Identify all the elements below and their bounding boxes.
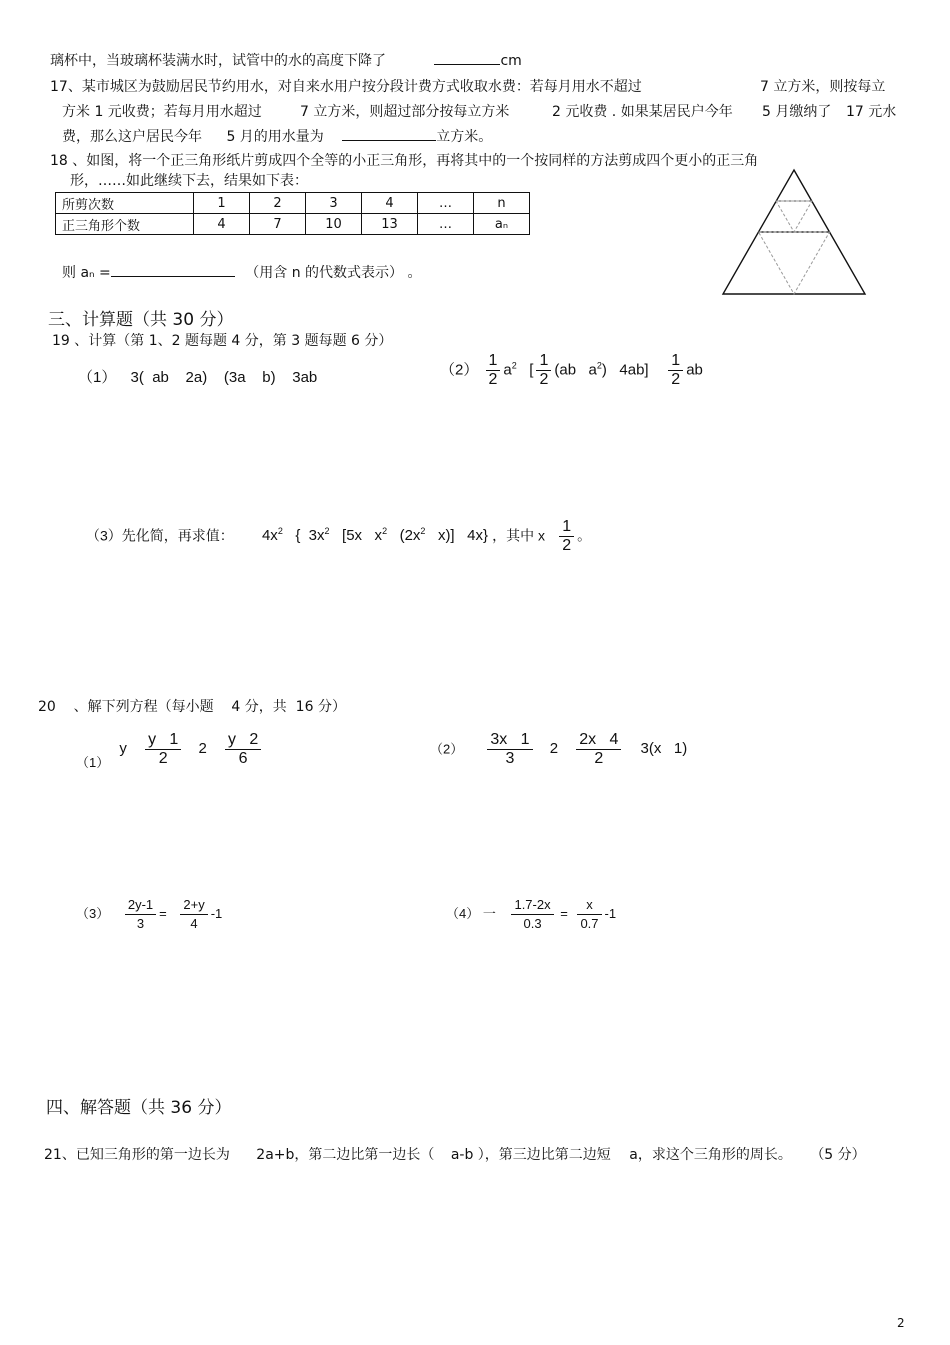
q21-c: a-b ），第三边比第二边短 [450, 1147, 611, 1163]
q21-a: 21、已知三角形的第一边长为 [44, 1147, 230, 1163]
table-cell: 2 [250, 193, 306, 214]
fraction: $\frac{2x 4}{2}$ [576, 731, 621, 768]
table-cell: … [418, 193, 474, 214]
table-cell: 10 [306, 214, 362, 235]
q19-part3: （3）先化简，再求值： $4x^2$ { $3x^2$ [5x $x^2$ ($2x^2$ x)] 4x} ，其中 x $\frac{1}{2}$ 。 [86, 518, 592, 554]
part-label: （3）先化简，再求值： [86, 527, 234, 544]
q18-answer-prefix: 则 aₙ = [62, 265, 111, 281]
table-cell: 3 [306, 193, 362, 214]
q17-line2a: 方米 1 元收费；若每月用水超过 [62, 104, 262, 120]
q20-part4: （4） 一 $\frac{1.7-2x}{0.3}$ = $\frac{x}{0.7}$ -1 [446, 897, 617, 931]
table-cell: aₙ [474, 214, 530, 235]
q17-line2e: 17 元水 [846, 104, 897, 120]
q18-line2: 形，……如此继续下去，结果如下表： [70, 173, 308, 189]
q20-part1: （1） y $\frac{y 1}{2}$ 2 $\frac{y 2}{6}$ [76, 731, 264, 768]
fraction: $\frac{1}{2}$ [559, 518, 574, 555]
q17-line2b: 7 立方米，则超过部分按每立方米 [300, 104, 510, 120]
q17-line3a: 费，那么这户居民今年 [62, 129, 202, 145]
q16-tail [50, 50, 522, 70]
expression: 3( ab 2a) (3a b) 3ab [130, 369, 318, 386]
fraction: $\frac{1}{2}$ [668, 352, 683, 389]
q16-text: 璃杯中，当玻璃杯装满水时，试管中的水的高度下降了 [50, 53, 386, 69]
part-label: （4） 一 [446, 905, 496, 921]
q17-line1: 17、某市城区为鼓励居民节约用水，对自来水用户按分段计费方式收取水费：若每月用水不超过 [50, 79, 642, 95]
table-row [56, 193, 530, 214]
q17-line1b: 7 立方米，则按每立 [760, 79, 886, 95]
table-cell: 正三角形个数 [56, 214, 194, 235]
fraction: $\frac{3x 1}{3}$ [487, 731, 532, 768]
part-label: （2） [430, 741, 464, 757]
fraction: $\frac{y 1}{2}$ [145, 731, 181, 768]
q17-line3b: 5 月的用水量为 [226, 129, 324, 145]
page-number: 2 [897, 1316, 905, 1330]
q21-d: a，求这个三角形的周长。 [629, 1147, 792, 1163]
inner-triangle-dashed [759, 232, 830, 294]
q17-line2c: 2 元收费 . 如果某居民户今年 [552, 104, 733, 120]
q17-line3c: 立方米。 [436, 129, 493, 145]
section3-title: 三、计算题（共 30 分） [48, 310, 234, 330]
q17-line3 [62, 126, 492, 146]
table-cell: n [474, 193, 530, 214]
part-label: （1） [76, 755, 110, 771]
q19-head: 19 、计算（第 1、2 题每题 4 分，第 3 题每题 6 分） [52, 333, 393, 349]
q21 [44, 1144, 866, 1164]
table-cell: 4 [362, 193, 418, 214]
fraction: $\frac{2y-1}{3}$ [125, 896, 156, 933]
end-mark: 。 [577, 527, 592, 544]
q17-line2d: 5 月缴纳了 [762, 104, 832, 120]
part-label: （2） [440, 361, 479, 379]
answer-blank[interactable] [434, 64, 500, 65]
q20-head: 20 、解下列方程（每小题 4 分，共 16 分） [38, 699, 346, 715]
fraction: $\frac{1}{2}$ [486, 352, 501, 389]
q21-b: 2a+b，第二边比第一边长（ [256, 1147, 435, 1163]
answer-blank[interactable] [111, 276, 235, 277]
q18-answer-line [62, 262, 421, 282]
fraction: $\frac{x}{0.7}$ [577, 896, 601, 933]
small-triangle-dashed [776, 201, 812, 232]
q16-unit: cm [500, 53, 522, 69]
fraction: $\frac{1}{2}$ [536, 352, 551, 389]
table-cell: 1 [194, 193, 250, 214]
q18-line1: 18 、如图，将一个正三角形纸片剪成四个全等的小正三角形，再将其中的一个按同样的方法剪成四个更小的正三角 [50, 153, 759, 169]
table-cell: … [418, 214, 474, 235]
triangle-figure [720, 168, 868, 296]
table-cell: 4 [194, 214, 250, 235]
table-cell: 13 [362, 214, 418, 235]
table-cell: 7 [250, 214, 306, 235]
q19-part2: （2） $\frac{1}{2}$ $a^2$ [ $\frac{1}{2}$ (ab $a^2$) 4ab] $\frac{1}{2}$ ab [440, 352, 703, 388]
fraction: $\frac{y 2}{6}$ [225, 731, 261, 768]
q20-part2: （2） $\frac{3x 1}{3}$ 2 $\frac{2x 4}{2}$ 3(x 1) [430, 731, 688, 767]
part-label: （1） [78, 369, 117, 386]
sequence-table [55, 192, 530, 235]
fraction: $\frac{2+y}{4}$ [180, 896, 207, 933]
fraction: $\frac{1.7-2x}{0.3}$ [511, 896, 553, 933]
table-cell: 所剪次数 [56, 193, 194, 214]
answer-blank[interactable] [342, 140, 436, 141]
q20-part3: （3） $\frac{2y-1}{3}$ = $\frac{2+y}{4}$ -1 [76, 897, 223, 931]
q19-part1 [78, 366, 317, 387]
q21-e: （5 分） [810, 1147, 866, 1163]
q18-answer-suffix: （用含 n 的代数式表示） 。 [245, 265, 422, 281]
section4-title: 四、解答题（共 36 分） [46, 1098, 232, 1118]
where-text: ，其中 x [492, 527, 546, 544]
part-label: （3） [76, 905, 110, 921]
table-row [56, 214, 530, 235]
